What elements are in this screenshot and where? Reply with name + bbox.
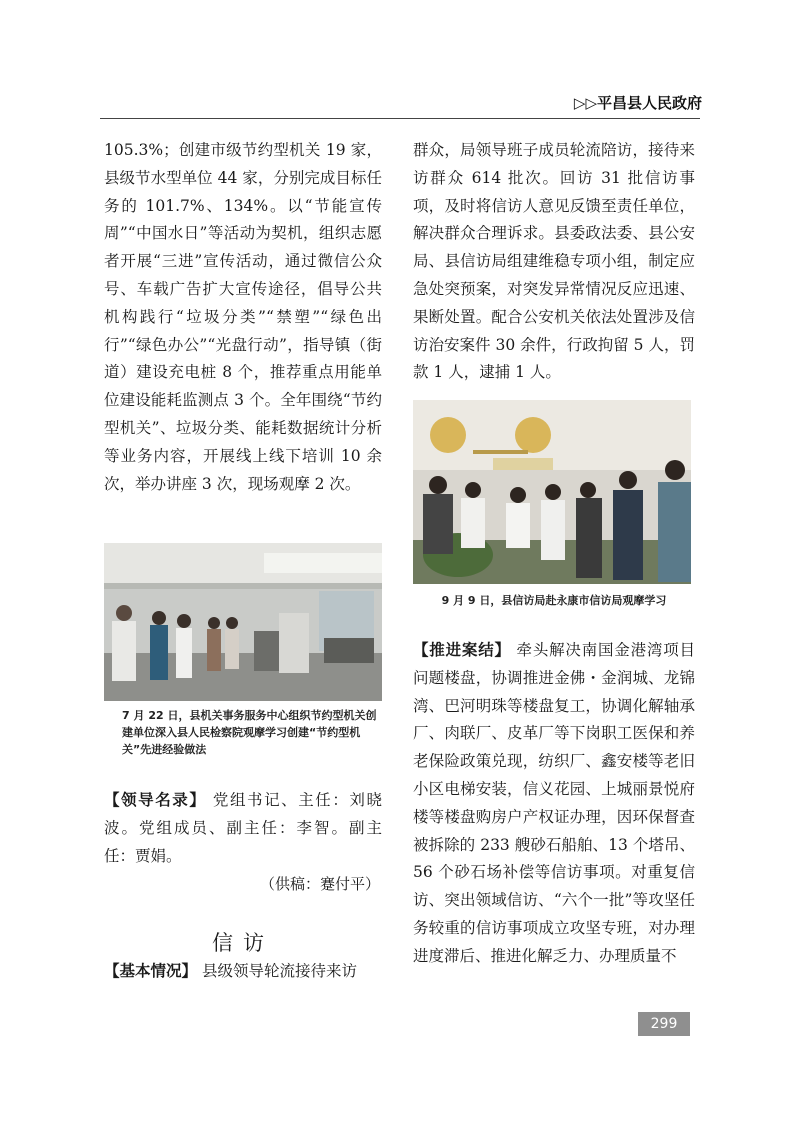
page-number: 299 (638, 1012, 690, 1036)
header-rule (100, 118, 700, 119)
push-label: 【推进案结】 (413, 641, 511, 659)
push-paragraph (413, 637, 695, 971)
basic-text: 县级领导轮流接待来访 (197, 962, 357, 980)
leaders-paragraph (104, 787, 382, 870)
photo-petition-visit (413, 400, 691, 584)
leaders-label: 【领导名录】 (104, 791, 207, 809)
section-title: 信访 (212, 931, 274, 955)
photo-gym-caption: 7 月 22 日，县机关事务服务中心组织节约型机关创建单位深入县人民检察院观摩学习创建“节约型机关”先进经验做法 (122, 709, 377, 756)
running-header: ▷▷平昌县人民政府 (573, 94, 702, 112)
push-text: 牵头解决南国金港湾项目问题楼盘，协调推进金佛・金润城、龙锦湾、巴河明珠等楼盘复工，协调化解轴承厂、肉联厂、皮革厂等下岗职工医保和养老保险政策兑现，纺织厂、鑫安楼等老旧小区电梯安装，信义花园、上城丽景悦府楼等楼盘购房户产权证办理，因环保督查被拆除的 233 艘砂石船舶、13 个塔吊、56 个砂石场补偿等信访事项。对重复信访、突出领域信访、“六个一批”等攻坚任务较重的信访事项成立攻坚专班，对办理进度滞后、推进化解乏力、办理质量不 (413, 641, 695, 965)
paragraph-energy-saving: 105.3%；创建市级节约型机关 19 家，县级节水型单位 44 家，分别完成目标任务的 101.7%、134%。以“节能宣传周”“中国水日”等活动为契机，组织志愿者开展“三进”宣传活动，通过微信公众号、车载广告扩大宣传途径，倡导公共机构践行“垃圾分类”“禁塑”“绿色出行”“绿色办公”“光盘行动”，指导镇（街道）建设充电桩 8 个，推荐重点用能单位建设能耗监测点 3 个。全年围绕“节约型机关”、垃圾分类、能耗数据统计分析等业务内容，开展线上线下培训 10 余次，举办讲座 3 次，现场观摩 2 次。 (104, 141, 382, 493)
photo-gym-visit-image (104, 543, 382, 701)
right-column-text (413, 137, 695, 387)
leaders-text: 党组书记、主任：刘晓波。党组成员、副主任：李智。副主任：贾娟。 (104, 791, 382, 865)
paragraph-petitions: 群众，局领导班子成员轮流陪访，接待来访群众 614 批次。回访 31 批信访事项，及时将信访人意见反馈至责任单位，解决群众合理诉求。县委政法委、县公安局、县信访局组建维稳专项小组，制定应急处突预案，对突发异常情况反应迅速、果断处置。配合公安机关依法处置涉及信访治安案件 30 余件，行政拘留 5 人，罚款 1 人，逮捕 1 人。 (413, 141, 695, 382)
source-credit: （供稿：蹇付平） (259, 875, 380, 893)
photo-petition-visit-image (413, 400, 691, 584)
photo-petition-caption: 9 月 9 日，县信访局赴永康市信访局观摩学习 (441, 594, 667, 607)
basic-paragraph (104, 958, 382, 986)
photo-gym-visit (104, 543, 382, 701)
basic-label: 【基本情况】 (104, 962, 198, 980)
left-column-text (104, 137, 382, 498)
